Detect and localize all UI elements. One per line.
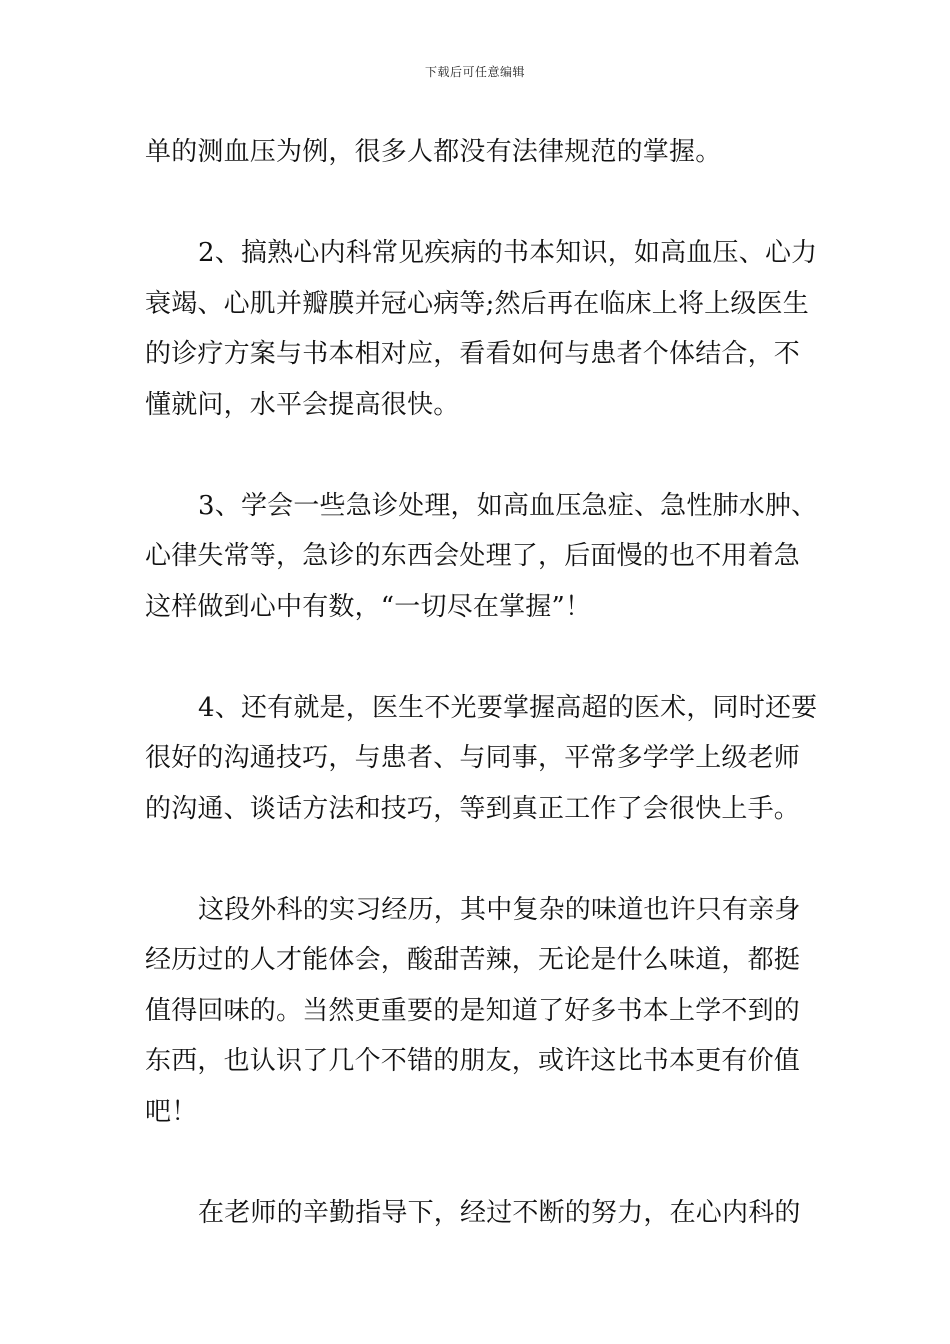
text-line: 心律失常等，急诊的东西会处理了，后面慢的也不用着急 <box>145 541 801 571</box>
text-line: 很好的沟通技巧，与患者、与同事，平常多学学上级老师 <box>145 743 801 773</box>
text-line: 懂就问，水平会提高很快。 <box>145 389 460 420</box>
text-line: 吧！ <box>145 1096 198 1127</box>
paragraph <box>145 481 818 633</box>
paragraph <box>145 1188 807 1239</box>
text-line: 值得回味的。当然更重要的是知道了好多书本上学不到的 <box>145 995 801 1026</box>
text-line: 这样做到心中有数，“一切尽在掌握”！ <box>145 591 592 622</box>
text-line: 东西，也认识了几个不错的朋友，或许这比书本更有价值 <box>145 1046 801 1076</box>
paragraph-gap <box>145 834 807 885</box>
paragraph-gap <box>145 178 807 229</box>
document-body <box>145 127 818 1238</box>
paragraph-gap <box>145 1137 807 1188</box>
paragraph-gap <box>145 632 807 683</box>
text-line: 经历过的人才能体会，酸甜苦辣，无论是什么味道，都挺 <box>145 945 801 975</box>
text-line: 这段外科的实习经历，其中复杂的味道也许只有亲身 <box>198 894 801 925</box>
paragraph-gap <box>145 430 807 481</box>
text-line: 3、学会一些急诊处理，如高血压急症、急性肺水肿、 <box>198 490 818 521</box>
text-line: 在老师的辛勤指导下，经过不断的努力，在心内科的 <box>198 1197 801 1228</box>
page-header: 下载后可任意编辑 <box>424 65 525 79</box>
paragraph <box>145 683 818 835</box>
text-line: 2、搞熟心内科常见疾病的书本知识，如高血压、心力 <box>198 238 818 268</box>
paragraph <box>145 228 818 430</box>
text-line: 衰竭、心肌并瓣膜并冠心病等;然后再在临床上将上级医生 <box>145 288 809 319</box>
text-line: 单的测血压为例，很多人都没有法律规范的掌握。 <box>145 137 722 167</box>
text-line: 4、还有就是，医生不光要掌握高超的医术，同时还要 <box>198 692 818 723</box>
text-line: 的诊疗方案与书本相对应，看看如何与患者个体结合，不 <box>145 339 801 369</box>
text-line: 的沟通、谈话方法和技巧，等到真正工作了会很快上手。 <box>145 793 801 824</box>
paragraph <box>145 885 807 1138</box>
paragraph <box>145 127 807 178</box>
